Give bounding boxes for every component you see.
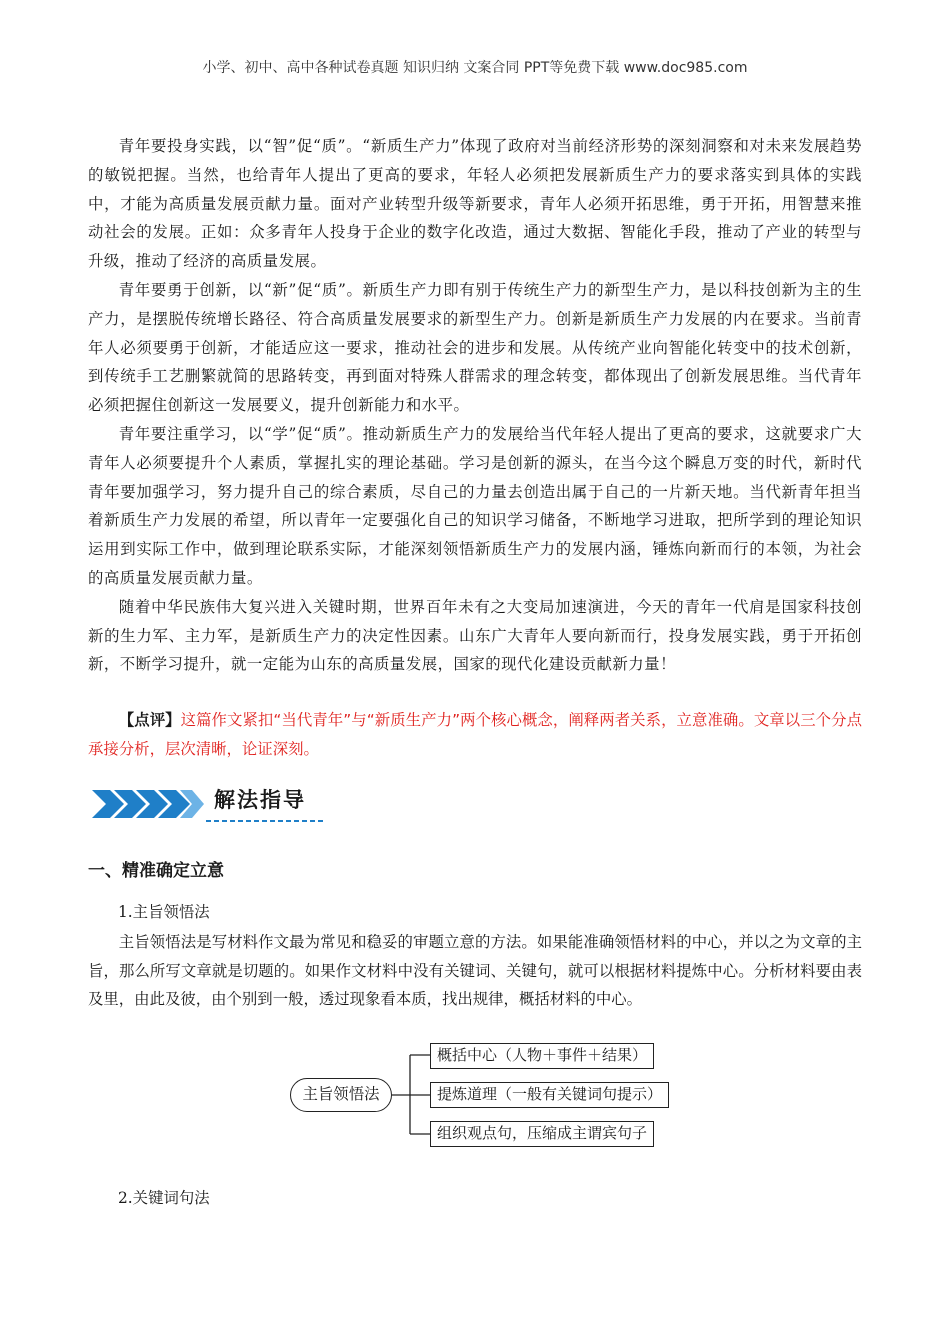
essay-paragraph: 随着中华民族伟大复兴进入关键时期，世界百年未有之大变局加速演进，今天的青年一代肩是国家科技创新的生力军、主力军，是新质生产力的决定性因素。山东广大青年人要向新而行，投身发展实践，勇于开拓创新，不断学习提升，就一定能为山东的高质量发展，国家的现代化建设贡献新力量！ [88, 597, 862, 674]
essay-paragraph: 青年要勇于创新，以“新”促“质”。新质生产力即有别于传统生产力的新型生产力，是以科技创新为主的生产力，是摆脱传统增长路径、符合高质量发展要求的新型生产力。创新是新质生产力发展的内在要求。当前青年人必须要勇于创新，才能适应这一要求，推动社会的进步和发展。从传统产业向智能化转变中的技术创新，到传统手工艺删繁就简的思路转变，再到面对特殊人群需求的理念转变，都体现出了创新发展思维。当代青年必须把握住创新这一发展要义，提升创新能力和水平。 [88, 280, 862, 415]
section-heading: 一、精准确定立意 [88, 861, 224, 881]
method-title: 1.主旨领悟法 [118, 903, 210, 921]
comment-tag: 【点评】 [118, 711, 181, 729]
banner-title: 解法指导 [214, 788, 306, 812]
mind-map-branch: 提炼道理（一般有关键词句提示） [430, 1082, 669, 1108]
page-header: 小学、初中、高中各种试卷真题 知识归纳 文案合同 PPT等免费下载 www.doc985.com [202, 60, 748, 76]
mind-map [285, 1040, 705, 1155]
essay-paragraph: 青年要投身实践，以“智”促“质”。“新质生产力”体现了政府对当前经济形势的深刻洞察和对未来发展趋势的敏锐把握。当然，也给青年人提出了更高的要求，年轻人必须把发展新质生产力的要求落实到具体的实践中，才能为高质量发展贡献力量。面对产业转型升级等新要求，青年人必须开拓思维，勇于开拓，用智慧来推动社会的发展。正如：众多青年人投身于企业的数字化改造，通过大数据、智能化手段，推动了产业的转型与升级，推动了经济的高质量发展。 [88, 137, 862, 271]
essay-body [88, 132, 862, 679]
comment-text: 这篇作文紧扣“当代青年”与“新质生产力”两个核心概念，阐释两者关系，立意准确。文章以三个分点承接分析，层次清晰，论证深刻。 [88, 711, 862, 758]
essay-paragraph: 青年要注重学习，以“学”促“质”。推动新质生产力的发展给当代年轻人提出了更高的要求，这就要求广大青年人必须要提升个人素质，掌握扎实的理论基础。学习是创新的源头，在当今这个瞬息万变的时代，新时代青年要加强学习，努力提升自己的综合素质，尽自己的力量去创造出属于自己的一片新天地。当代新青年担当着新质生产力发展的希望，所以青年一定要强化自己的知识学习储备，不断地学习进取，把所学到的理论知识运用到实际工作中，做到理论联系实际，才能深刻领悟新质生产力的发展内涵，锤炼向新而行的本领，为社会的高质量发展贡献力量。 [88, 424, 862, 587]
mind-map-branch: 组织观点句，压缩成主谓宾句子 [430, 1121, 654, 1147]
comment [88, 706, 862, 764]
mind-map-root: 主旨领悟法 [290, 1078, 392, 1112]
method-body: 主旨领悟法是写材料作文最为常见和稳妥的审题立意的方法。如果能准确领悟材料的中心，并以之为文章的主旨，那么所写文章就是切题的。如果作文材料中没有关键词、关键句，就可以根据材料提炼中心。分析材料要由表及里，由此及彼，由个别到一般，透过现象看本质，找出规律，概括材料的中心。 [88, 933, 862, 1009]
method-title: 2.关键词句法 [118, 1189, 210, 1207]
mind-map-branch: 概括中心（人物＋事件＋结果） [430, 1043, 654, 1069]
